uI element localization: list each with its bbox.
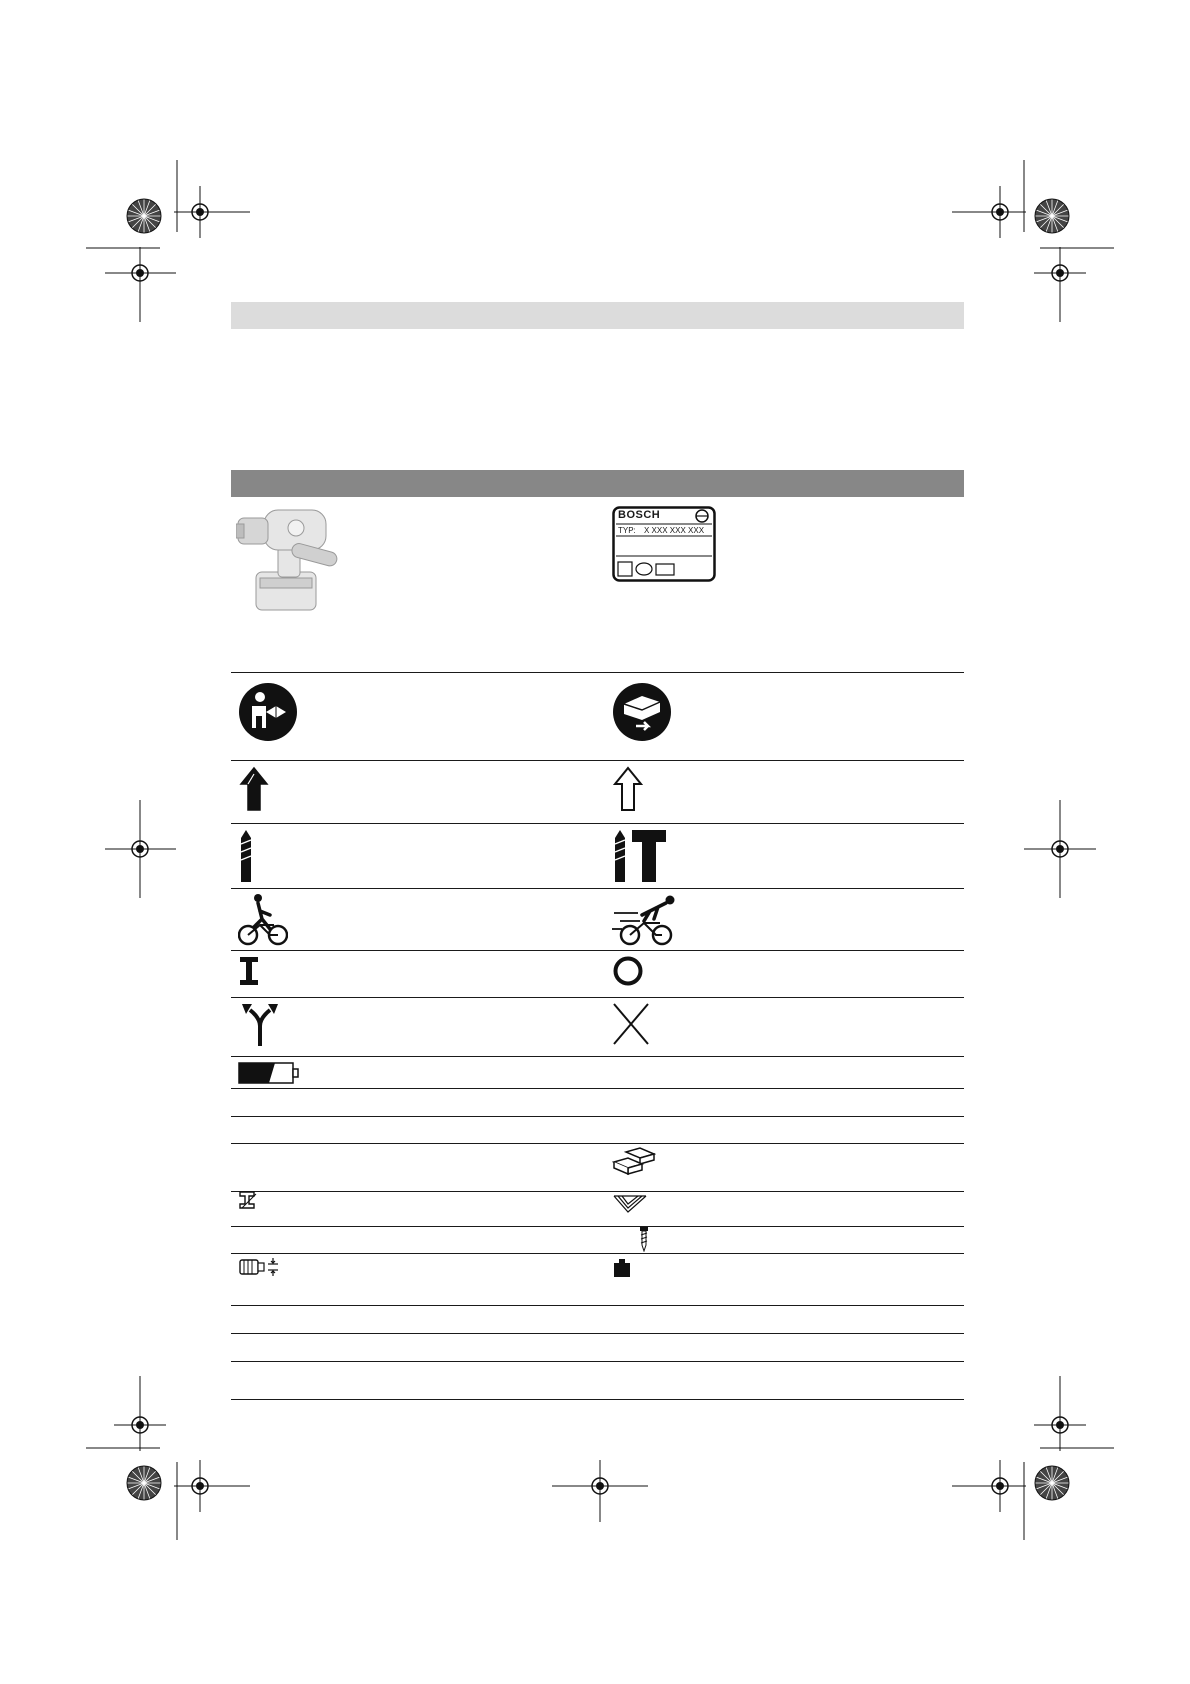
power-on-icon: [238, 955, 260, 987]
battery-remove-icon: [612, 682, 672, 742]
power-off-icon: [612, 955, 644, 987]
drill-hammer-icon: [612, 828, 668, 884]
fork-arrow-icon: [238, 1000, 282, 1048]
masonry-icon: [612, 1192, 648, 1216]
steel-icon: [238, 1190, 258, 1210]
power-tool-drill-image: [236, 502, 342, 618]
cyclist-fast-icon: [612, 893, 680, 947]
arrow-up-filled-icon: [238, 766, 270, 812]
rating-plate-type-label: TYP:: [618, 526, 636, 535]
screw-icon: [638, 1226, 650, 1252]
wood-icon: [612, 1146, 656, 1176]
cross-icon: [612, 1002, 650, 1046]
battery-level-icon: [238, 1062, 300, 1084]
weight-icon: [612, 1258, 632, 1278]
cyclist-slow-icon: [238, 893, 288, 947]
arrow-up-outline-icon: [612, 766, 644, 812]
drill-bit-icon: [238, 828, 254, 884]
chuck-range-icon: [238, 1256, 280, 1278]
rating-plate-brand: BOSCH: [618, 509, 661, 521]
read-manual-icon: [238, 682, 298, 742]
rating-plate-type-number: X XXX XXX XXX: [644, 526, 705, 535]
